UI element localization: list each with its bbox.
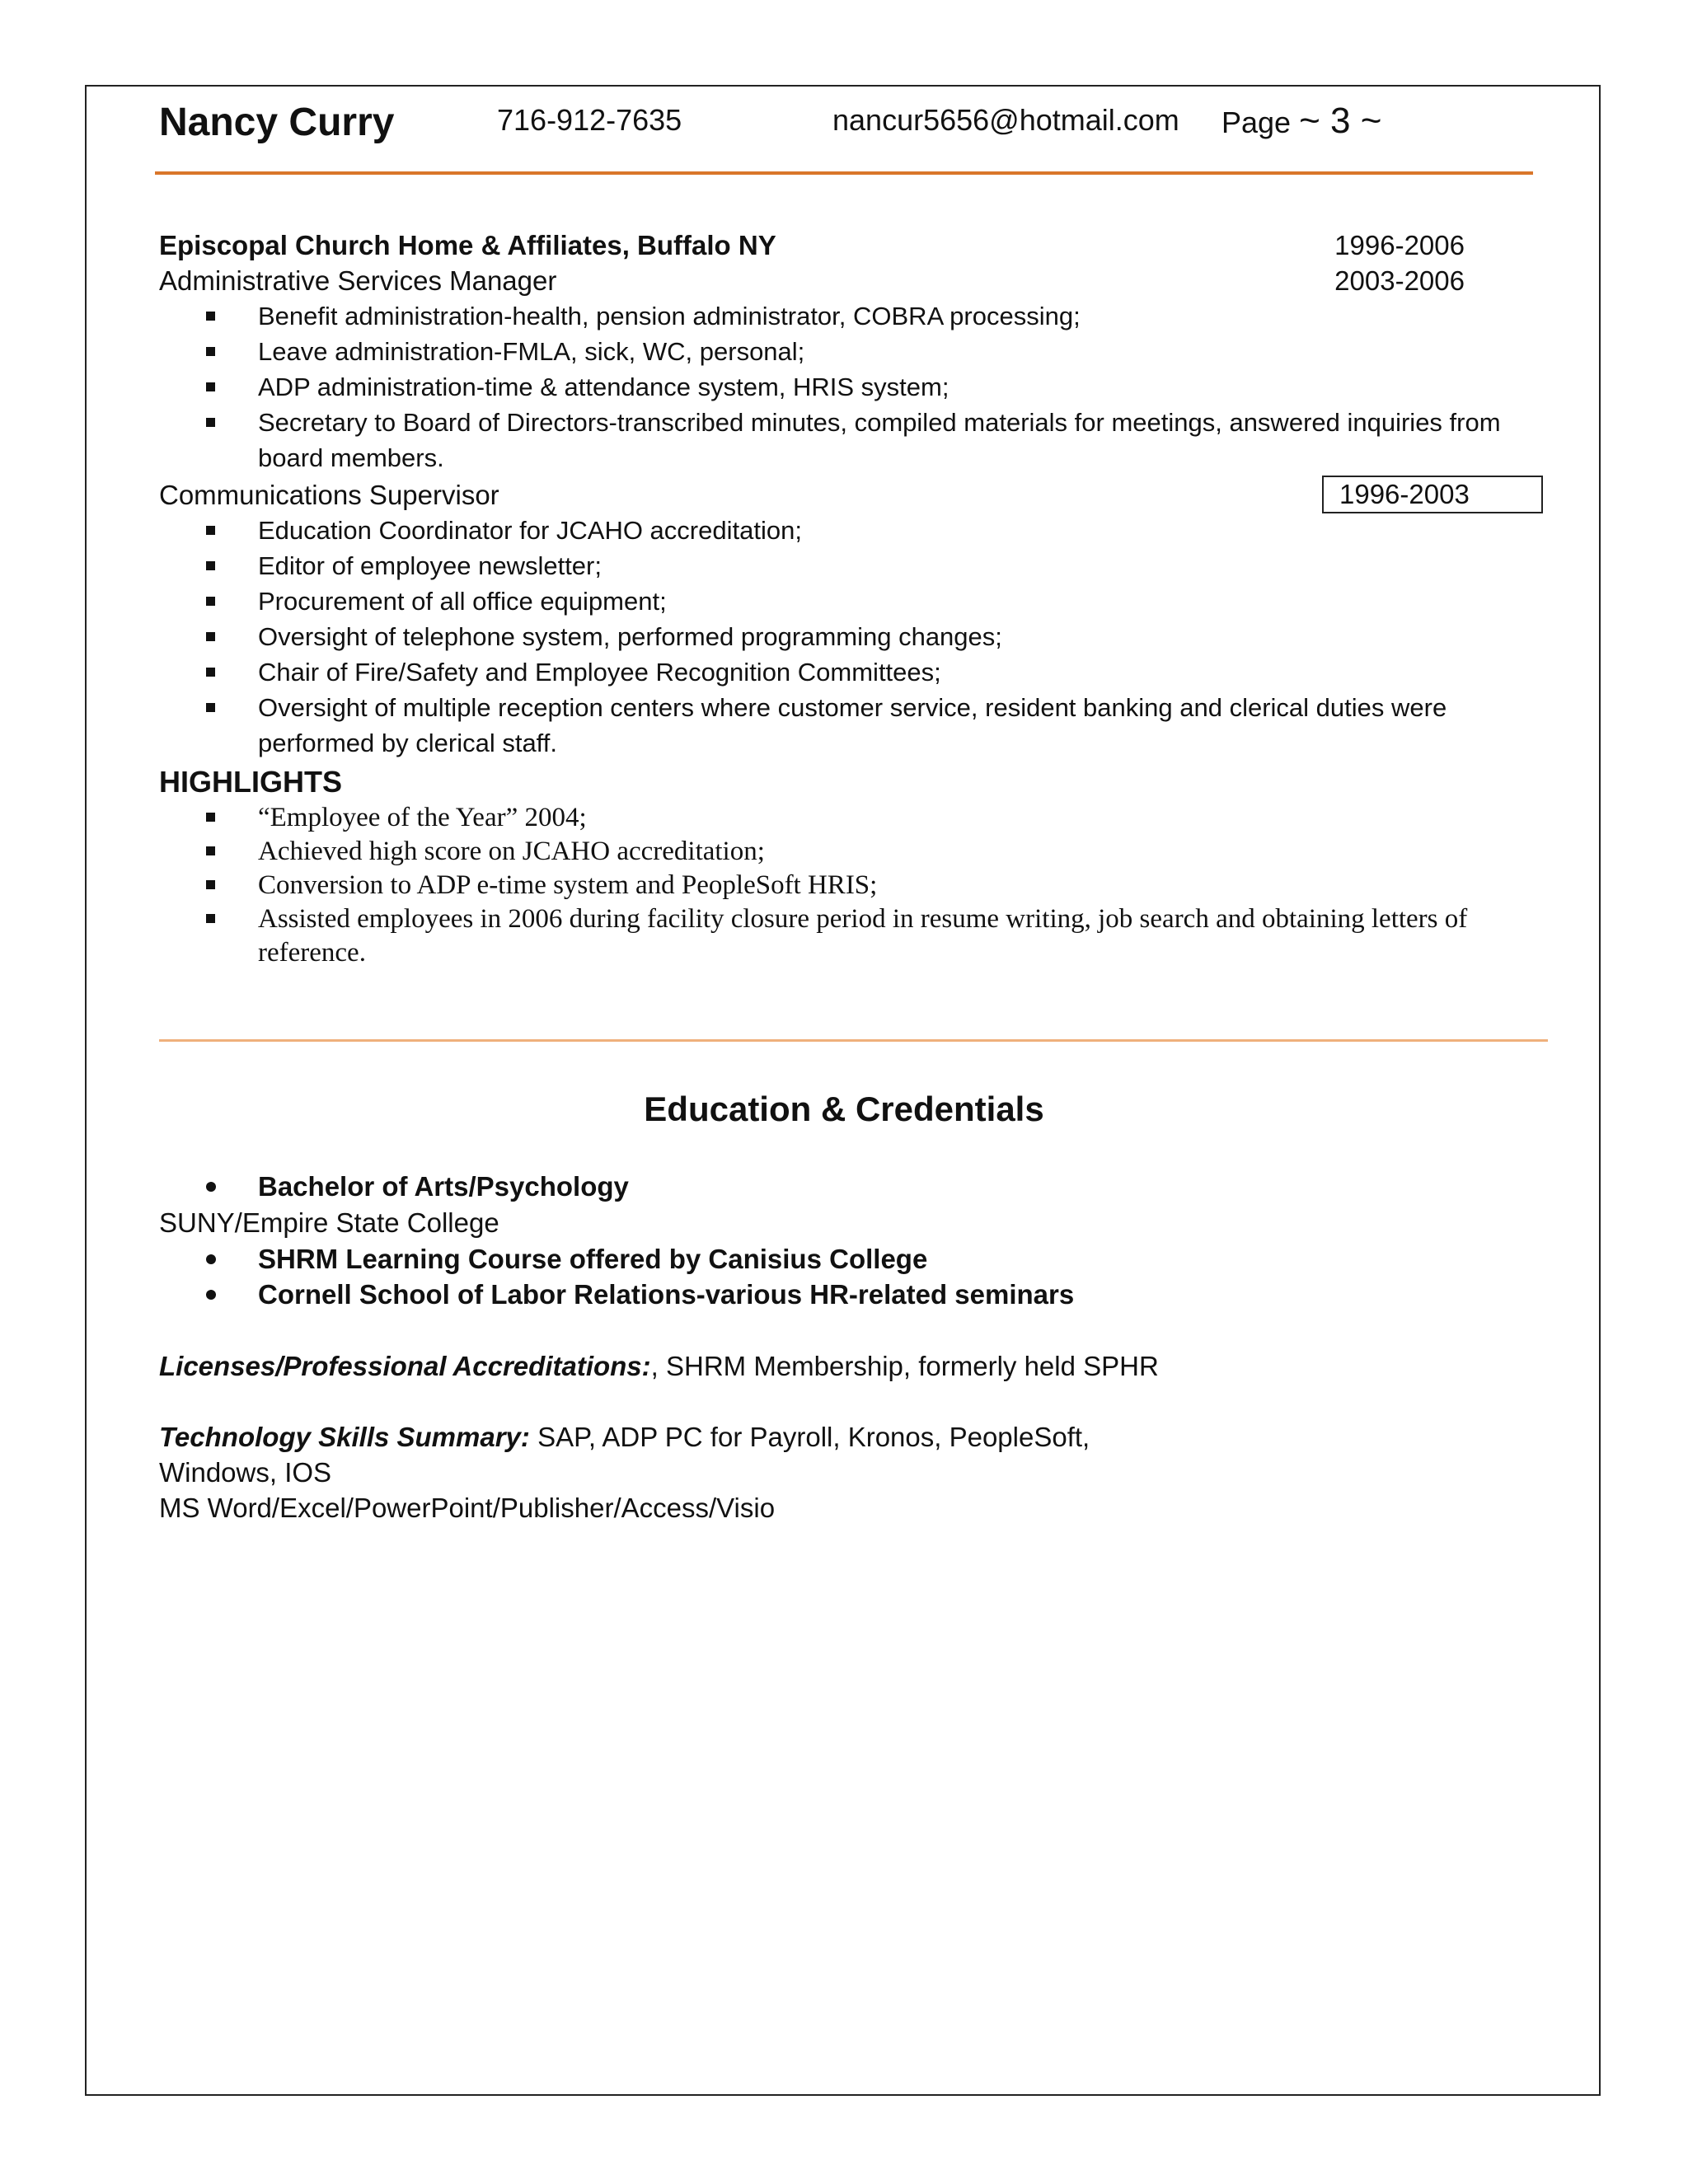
highlights-list — [159, 801, 1560, 970]
header-divider — [155, 171, 1533, 175]
list-item: Cornell School of Labor Relations-various HR-related seminars — [159, 1277, 1478, 1312]
role1-dates: 2003-2006 — [1334, 265, 1465, 296]
role2-duties — [159, 513, 1560, 761]
square-bullet-icon — [206, 668, 215, 677]
square-bullet-icon — [206, 846, 215, 855]
list-item-continuation: performed by clerical staff. — [258, 729, 557, 757]
square-bullet-icon — [206, 703, 215, 712]
square-bullet-icon — [206, 632, 215, 641]
list-item: Leave administration-FMLA, sick, WC, personal; — [159, 334, 1560, 369]
resume-name: Nancy Curry — [159, 101, 395, 144]
role1-duties — [159, 298, 1560, 476]
technology-line-2: Windows, IOS — [159, 1457, 332, 1488]
technology-text: SAP, ADP PC for Payroll, Kronos, PeopleSoft, — [529, 1422, 1090, 1452]
employer-name: Episcopal Church Home & Affiliates, Buffalo NY — [159, 230, 776, 260]
courses-list — [159, 1241, 1478, 1312]
list-item: ADP administration-time & attendance system, HRIS system; — [159, 369, 1560, 405]
round-bullet-icon — [206, 1182, 216, 1192]
phone-number: 716-912-7635 — [497, 103, 682, 137]
round-bullet-icon — [206, 1254, 216, 1264]
role2-dates: 1996-2003 — [1322, 476, 1543, 513]
square-bullet-icon — [206, 813, 215, 822]
role2-title: Communications Supervisor — [159, 480, 499, 510]
page-number: ~ 3 ~ — [1299, 101, 1382, 141]
list-item: Bachelor of Arts/Psychology — [159, 1169, 1478, 1204]
list-item: Conversion to ADP e-time system and PeopleSoft HRIS; — [159, 869, 1560, 902]
square-bullet-icon — [206, 561, 215, 570]
page-label: Page — [1221, 105, 1292, 139]
page-indicator — [1221, 101, 1381, 142]
employer-dates: 1996-2006 — [1334, 230, 1465, 260]
square-bullet-icon — [206, 312, 215, 321]
round-bullet-icon — [206, 1290, 216, 1300]
square-bullet-icon — [206, 914, 215, 923]
square-bullet-icon — [206, 880, 215, 889]
square-bullet-icon — [206, 382, 215, 391]
list-item: “Employee of the Year” 2004; — [159, 801, 1560, 835]
square-bullet-icon — [206, 347, 215, 356]
list-item-continuation: board members. — [258, 443, 444, 472]
technology-line-1 — [159, 1419, 1090, 1455]
highlights-heading: HIGHLIGHTS — [159, 765, 342, 799]
licenses-label: Licenses/Professional Accreditations: — [159, 1351, 651, 1381]
technology-label: Technology Skills Summary: — [159, 1422, 530, 1452]
role1-row — [159, 263, 1536, 298]
list-item: Achieved high score on JCAHO accreditation; — [159, 835, 1560, 869]
degree-list — [159, 1169, 1478, 1204]
list-item: Assisted employees in 2006 during facility closure period in resume writing, job search and obtaining letters of — [159, 902, 1560, 936]
list-item: Oversight of multiple reception centers where customer service, resident banking and clerical duties were — [159, 690, 1560, 725]
square-bullet-icon — [206, 597, 215, 606]
list-item: Procurement of all office equipment; — [159, 583, 1560, 619]
list-item: Secretary to Board of Directors-transcribed minutes, compiled materials for meetings, answered inquiries from — [159, 405, 1560, 440]
school-name: SUNY/Empire State College — [159, 1207, 499, 1238]
list-item: Editor of employee newsletter; — [159, 548, 1560, 583]
square-bullet-icon — [206, 418, 215, 427]
list-item: Oversight of telephone system, performed programming changes; — [159, 619, 1560, 654]
role1-title: Administrative Services Manager — [159, 265, 557, 296]
email-address: nancur5656@hotmail.com — [832, 103, 1179, 137]
list-item: Chair of Fire/Safety and Employee Recognition Committees; — [159, 654, 1560, 690]
list-item: Education Coordinator for JCAHO accreditation; — [159, 513, 1560, 548]
section-divider — [159, 1039, 1548, 1042]
technology-line-3: MS Word/Excel/PowerPoint/Publisher/Access/Visio — [159, 1493, 776, 1523]
licenses-text: , SHRM Membership, formerly held SPHR — [650, 1351, 1159, 1381]
employer-row — [159, 227, 1536, 263]
list-item: SHRM Learning Course offered by Canisius College — [159, 1241, 1478, 1277]
list-item: Benefit administration-health, pension administrator, COBRA processing; — [159, 298, 1560, 334]
square-bullet-icon — [206, 526, 215, 535]
licenses-line — [159, 1348, 1159, 1384]
education-heading: Education & Credentials — [644, 1090, 1044, 1128]
list-item-continuation: reference. — [258, 938, 366, 968]
